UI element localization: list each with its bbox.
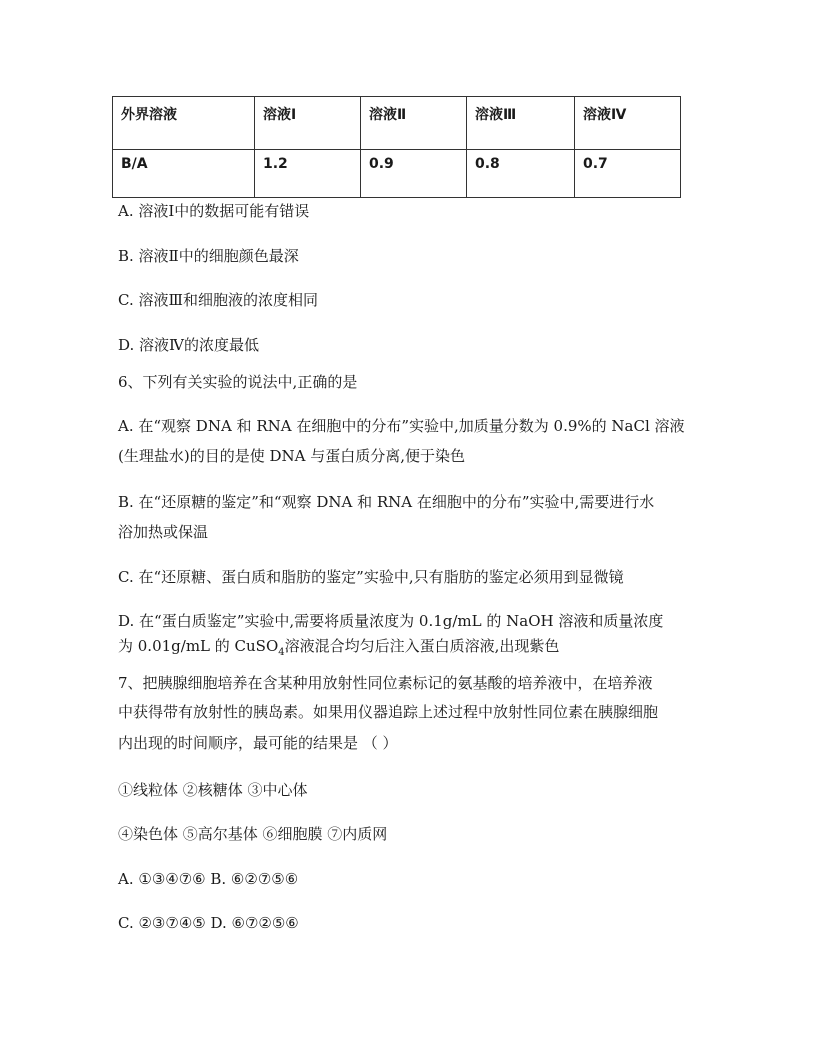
data-table bbox=[112, 96, 681, 198]
table-row bbox=[113, 150, 681, 198]
q7-items-line2: ④染色体 ⑤高尔基体 ⑥细胞膜 ⑦内质网 bbox=[118, 825, 388, 843]
table-cell: B/A bbox=[113, 150, 255, 198]
table-header-cell: 溶液Ⅱ bbox=[361, 97, 467, 150]
table-header-cell: 溶液Ⅲ bbox=[467, 97, 575, 150]
q7-stem-line1: 7、把胰腺细胞培养在含某种用放射性同位素标记的氨基酸的培养液中，在培养液 bbox=[118, 674, 653, 692]
q7-options-cd: C. ②③⑦④⑤ D. ⑥⑦②⑤⑥ bbox=[118, 914, 299, 932]
table-cell: 0.8 bbox=[467, 150, 575, 198]
q6-d2-subscript: 4 bbox=[278, 647, 285, 658]
q6-option-d-line1: D. 在“蛋白质鉴定”实验中,需要将质量浓度为 0.1g/mL 的 NaOH 溶液和质量浓度 bbox=[118, 612, 664, 630]
q6-d2-post: 溶液混合均匀后注入蛋白质溶液,出现紫色 bbox=[284, 637, 560, 655]
q6-option-a-line1: A. 在“观察 DNA 和 RNA 在细胞中的分布”实验中,加质量分数为 0.9%的 NaCl 溶液 bbox=[118, 417, 685, 435]
q7-items-line1: ①线粒体 ②核糖体 ③中心体 bbox=[118, 781, 308, 799]
q6-option-c: C. 在“还原糖、蛋白质和脂肪的鉴定”实验中,只有脂肪的鉴定必须用到显微镜 bbox=[118, 568, 624, 586]
table-header-cell: 溶液Ⅳ bbox=[575, 97, 681, 150]
q5-option-a: A. 溶液Ⅰ中的数据可能有错误 bbox=[118, 202, 310, 220]
q6-option-b-line2: 浴加热或保温 bbox=[118, 523, 209, 541]
q6-option-a-line2: (生理盐水)的目的是使 DNA 与蛋白质分离,便于染色 bbox=[118, 447, 465, 465]
q6-stem: 6、下列有关实验的说法中,正确的是 bbox=[118, 373, 358, 391]
q6-option-d-line2 bbox=[118, 636, 559, 663]
q7-stem-line2: 中获得带有放射性的胰岛素。如果用仪器追踪上述过程中放射性同位素在胰腺细胞 bbox=[118, 703, 659, 721]
q5-option-d: D. 溶液Ⅳ的浓度最低 bbox=[118, 336, 260, 354]
table-cell: 0.7 bbox=[575, 150, 681, 198]
q7-stem-line3: 内出现的时间顺序，最可能的结果是 （ ） bbox=[118, 734, 398, 752]
q5-option-c: C. 溶液Ⅲ和细胞液的浓度相同 bbox=[118, 291, 318, 309]
table-header-cell: 溶液Ⅰ bbox=[255, 97, 361, 150]
table-header-cell: 外界溶液 bbox=[113, 97, 255, 150]
table-header-row bbox=[113, 97, 681, 150]
q6-d2-pre: 为 0.01g/mL 的 CuSO bbox=[118, 637, 279, 655]
q6-option-b-line1: B. 在“还原糖的鉴定”和“观察 DNA 和 RNA 在细胞中的分布”实验中,需要进行水 bbox=[118, 493, 655, 511]
q5-option-b: B. 溶液Ⅱ中的细胞颜色最深 bbox=[118, 247, 299, 265]
q7-options-ab: A. ①③④⑦⑥ B. ⑥②⑦⑤⑥ bbox=[118, 870, 299, 888]
table-cell: 1.2 bbox=[255, 150, 361, 198]
table-cell: 0.9 bbox=[361, 150, 467, 198]
